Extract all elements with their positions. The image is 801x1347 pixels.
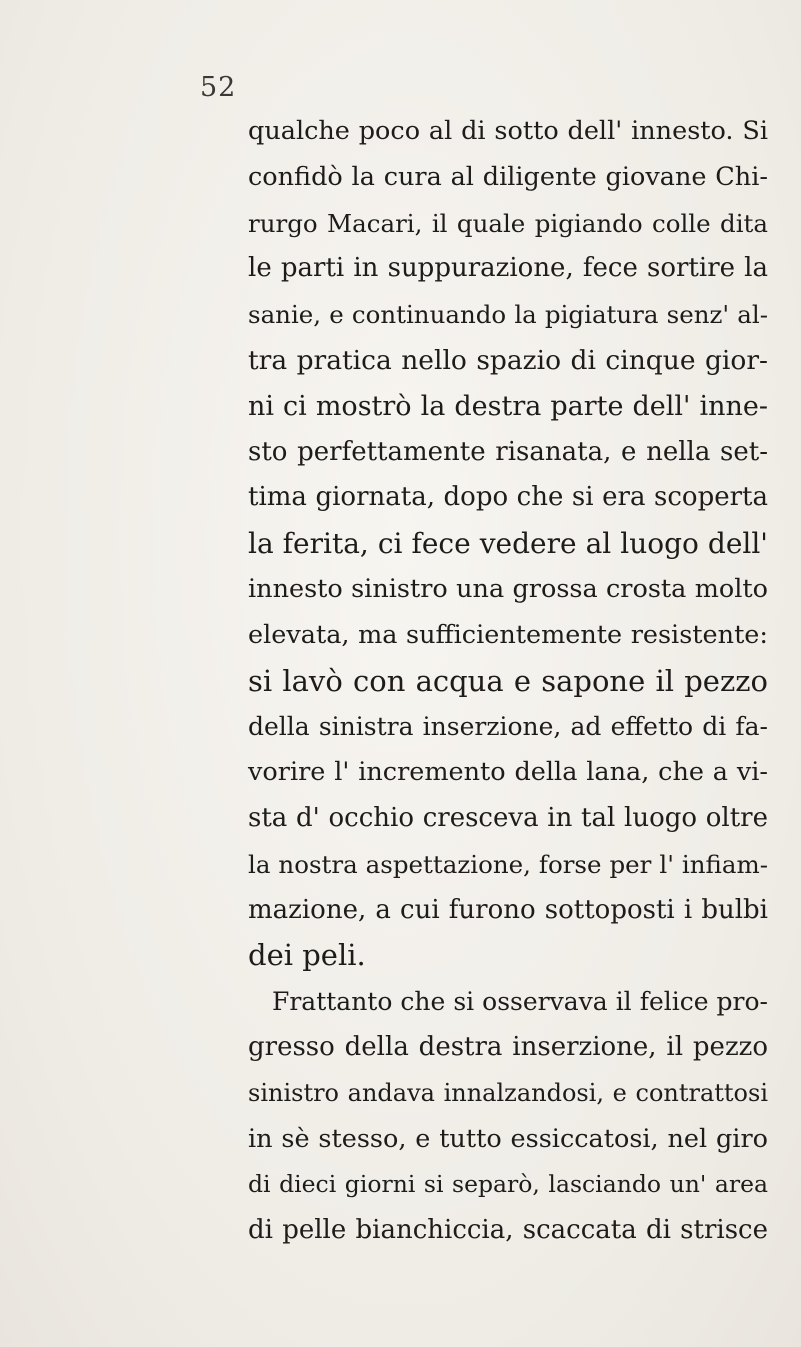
text-line: di pelle bianchiccia, scaccata di strisce [248, 1215, 768, 1246]
text-line: dei peli. [248, 938, 366, 973]
text-line: si lavò con acqua e sapone il pezzo [248, 663, 768, 698]
text-line: innesto sinistro una grossa crosta molto [248, 573, 768, 604]
text-line: in sè stesso, e tutto essiccatosi, nel giro [248, 1123, 768, 1154]
text-line: ni ci mostrò la destra parte dell' inne- [248, 390, 768, 422]
body-text [248, 109, 768, 1254]
text-line: della sinistra inserzione, ad effetto di fa- [248, 712, 768, 742]
text-line: Frattanto che si osservava il felice pro- [272, 987, 768, 1017]
text-line: la ferita, ci fece vedere al luogo dell' [248, 527, 768, 561]
text-line: sta d' occhio cresceva in tal luogo oltre [248, 802, 768, 833]
text-line: confidò la cura al diligente giovane Chi- [248, 161, 768, 192]
text-line: tima giornata, dopo che si era scoperta [248, 482, 768, 513]
text-line: tra pratica nello spazio di cinque gior- [248, 344, 768, 376]
text-line: sinistro andava innalzandosi, e contrattosi [248, 1078, 768, 1107]
page-number: 52 [200, 72, 237, 103]
text-line: mazione, a cui furono sottoposti i bulbi [248, 894, 768, 925]
text-line: qualche poco al di sotto dell' innesto. Si [248, 116, 768, 146]
text-line: rurgo Macari, il quale pigiando colle dita [248, 208, 768, 238]
text-line: sanie, e continuando la pigiatura senz' al- [248, 300, 768, 330]
text-line: sto perfettamente risanata, e nella set- [248, 436, 768, 467]
text-line: di dieci giorni si separò, lasciando un' area [248, 1170, 768, 1199]
text-line: gresso della destra inserzione, il pezzo [248, 1031, 768, 1062]
text-line: vorire l' incremento della lana, che a vi- [248, 757, 768, 788]
text-line: la nostra aspettazione, forse per l' infiam- [248, 849, 768, 879]
text-line: le parti in suppurazione, fece sortire la [248, 253, 768, 284]
text-line: elevata, ma sufficientemente resistente: [248, 619, 768, 650]
